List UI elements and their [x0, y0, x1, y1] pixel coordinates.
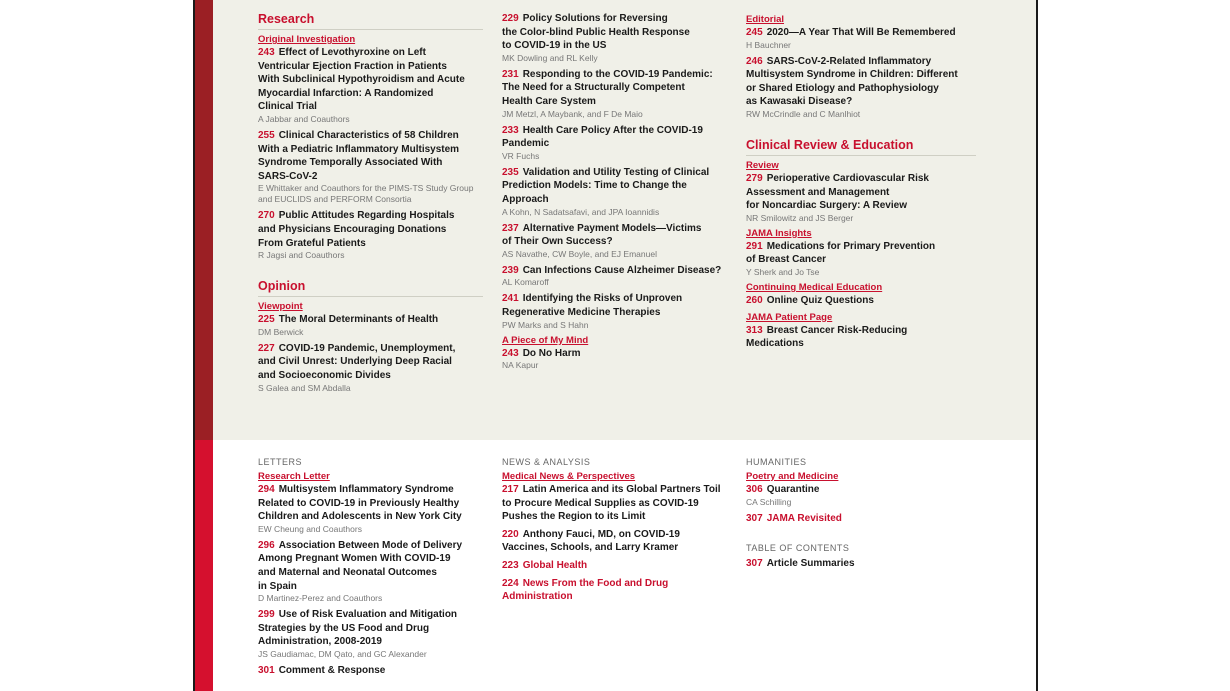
entry-authors: AS Navathe, CW Boyle, and EJ Emanuel [502, 248, 657, 259]
entry-title-text: Clinical Trial [258, 101, 317, 113]
entry-authors: CA Schilling [746, 496, 792, 507]
entry-title-text: Anthony Fauci, MD, on COVID-19 [522, 528, 680, 540]
toc-entry[interactable] [746, 26, 976, 51]
bottom-column-2 [502, 457, 732, 608]
toc-entry[interactable] [258, 539, 483, 604]
entry-title-text: Association Between Mode of Delivery [278, 539, 463, 551]
entry-title-line [746, 95, 976, 109]
entry-title-text: Pushes the Region to its Limit [502, 511, 646, 523]
entry-title-text: Policy Solutions for Reversing [522, 13, 668, 24]
page-number: 220 [502, 528, 519, 540]
toc-entry[interactable] [502, 347, 732, 372]
entry-authors: AL Komaroff [502, 277, 549, 288]
toc-entry[interactable] [746, 294, 976, 308]
entry-authors: PW Marks and S Hahn [502, 319, 589, 330]
subsection-heading: Continuing Medical Education [746, 281, 883, 293]
entry-authors: A Kohn, N Sadatsafavi, and JPA Ioannidis [502, 206, 660, 217]
entry-title-line [258, 156, 483, 170]
page-number: 235 [502, 166, 519, 178]
entry-authors: MK Dowling and RL Kelly [502, 52, 598, 63]
entry-title-text: JAMA Revisited [766, 512, 842, 524]
top-column-3 [746, 12, 976, 355]
entry-title-text: With a Pediatric Inflammatory Multisystem [258, 143, 460, 155]
entry-title-line [258, 635, 483, 649]
entry-title-text: Health Care System [502, 95, 596, 107]
entry-title-line [502, 528, 732, 542]
entry-title-line [746, 483, 976, 497]
entry-title-text: Syndrome Temporally Associated With [258, 157, 443, 169]
entry-title-line [502, 193, 732, 207]
accent-band-top [195, 0, 213, 440]
entry-title-text: Administration, 2008-2019 [258, 636, 382, 648]
section-spacer [746, 124, 976, 138]
entry-title-text: for Noncardiac Surgery: A Review [746, 200, 907, 212]
entry-authors: DM Berwick [258, 326, 304, 337]
entry-title-line [502, 497, 732, 511]
entry-authors: D Martinez-Perez and Coauthors [258, 593, 383, 604]
entry-title-text: Article Summaries [766, 558, 855, 570]
entry-title-text: Among Pregnant Women With COVID-19 [258, 553, 451, 565]
page-number: 225 [258, 314, 275, 326]
entry-title-line [746, 253, 976, 267]
page-number: 294 [258, 484, 275, 495]
toc-entry[interactable] [258, 664, 483, 678]
entry-title-text: COVID-19 Pandemic, Unemployment, [278, 342, 456, 354]
entry-title-line [746, 82, 976, 96]
page-number: 301 [258, 664, 275, 676]
entry-title-line [258, 664, 483, 678]
entry-title-line [502, 590, 732, 604]
entry-title-line [746, 324, 976, 338]
entry-title-line [746, 172, 976, 186]
entry-title-text: Multisystem Inflammatory Syndrome [278, 484, 454, 495]
entry-title-line [746, 337, 976, 351]
page-number: 241 [502, 293, 519, 305]
entry-title-line [258, 100, 483, 114]
section-heading: Clinical Review & Education [746, 138, 976, 156]
entry-title-line [502, 26, 732, 40]
toc-entry[interactable] [502, 264, 732, 289]
entry-title-text: Do No Harm [522, 347, 581, 359]
toc-entry[interactable] [258, 342, 483, 394]
entry-title-text: Validation and Utility Testing of Clinical [522, 166, 710, 178]
entry-title-line [746, 186, 976, 200]
page-number: 245 [746, 27, 763, 38]
entry-title-line [746, 55, 976, 69]
entry-title-line [258, 566, 483, 580]
entry-title-text: Children and Adolescents in New York City [258, 511, 462, 523]
toc-entry[interactable] [746, 240, 976, 278]
entry-title-line [502, 39, 732, 53]
entry-title-text: Assessment and Management [746, 186, 890, 198]
entry-title-line [258, 170, 483, 184]
entry-title-text: News From the Food and Drug [522, 577, 669, 589]
entry-title-line [258, 622, 483, 636]
entry-title-line [502, 166, 732, 180]
toc-entry[interactable] [502, 222, 732, 260]
entry-title-line [502, 235, 732, 249]
entry-title-text: Administration [502, 591, 573, 603]
toc-entry[interactable] [746, 172, 976, 224]
entry-title-line [258, 313, 483, 327]
toc-entry[interactable] [502, 68, 732, 120]
entry-title-text: to Procure Medical Supplies as COVID-19 [502, 497, 699, 509]
entry-title-text: Health Care Policy After the COVID-19 [522, 124, 703, 136]
entry-title-line [502, 306, 732, 320]
entry-title-line [502, 347, 732, 361]
entry-title-line [502, 81, 732, 95]
entry-title-line [258, 539, 483, 553]
entry-title-text: and Maternal and Neonatal Outcomes [258, 566, 437, 578]
page-number: 223 [502, 559, 519, 571]
entry-title-line [502, 577, 732, 591]
bottom-column-1 [258, 457, 483, 682]
entry-title-line [258, 73, 483, 87]
entry-title-line [746, 68, 976, 82]
entry-title-line [502, 12, 732, 26]
entry-authors: VR Fuchs [502, 150, 540, 161]
toc-entry[interactable] [502, 483, 732, 524]
entry-title-text: From Grateful Patients [258, 237, 366, 249]
caption-heading: NEWS & ANALYSIS [502, 457, 591, 467]
entry-authors: EW Cheung and Coauthors [258, 523, 362, 534]
entry-title-line [258, 60, 483, 74]
entry-title-text: of Their Own Success? [502, 236, 613, 248]
entry-title-line [502, 510, 732, 524]
subsection-heading: JAMA Patient Page [746, 311, 833, 323]
entry-title-text: Effect of Levothyroxine on Left [278, 47, 426, 58]
subsection-heading: Original Investigation [258, 34, 356, 45]
entry-title-text: Pandemic [502, 138, 550, 150]
section-spacer [258, 265, 483, 279]
entry-title-text: Online Quiz Questions [766, 294, 874, 306]
caption-heading: LETTERS [258, 457, 303, 467]
subsection-heading: Review [746, 159, 779, 171]
entry-title-text: The Moral Determinants of Health [278, 314, 439, 326]
top-column-1 [258, 12, 483, 398]
entry-title-text: Strategies by the US Food and Drug [258, 622, 430, 634]
toc-entry[interactable] [746, 557, 976, 571]
entry-title-line [746, 199, 976, 213]
toc-entry[interactable] [746, 512, 976, 526]
entry-title-text: Quarantine [766, 484, 820, 495]
toc-entry[interactable] [502, 559, 732, 573]
entry-title-line [502, 541, 732, 555]
page-number: 224 [502, 577, 519, 589]
entry-title-line [258, 129, 483, 143]
page-number: 237 [502, 222, 519, 234]
subsection-heading: A Piece of My Mind [502, 334, 589, 346]
entry-title-text: Medications for Primary Prevention [766, 240, 936, 252]
page-number: 233 [502, 124, 519, 136]
subsection-heading: Medical News & Perspectives [502, 471, 636, 482]
page-number: 291 [746, 240, 763, 252]
entry-title-text: Regenerative Medicine Therapies [502, 306, 661, 318]
entry-title-line [502, 68, 732, 82]
page-number: 296 [258, 539, 275, 551]
page-number: 307 [746, 512, 763, 524]
section-heading: Opinion [258, 279, 483, 297]
top-column-2 [502, 12, 732, 375]
section-spacer [746, 529, 976, 543]
entry-title-line [502, 179, 732, 193]
page-number: 313 [746, 324, 763, 336]
entry-title-line [746, 294, 976, 308]
caption-heading: TABLE OF CONTENTS [746, 543, 850, 554]
entry-authors: Y Sherk and Jo Tse [746, 266, 820, 277]
entry-title-line [258, 143, 483, 157]
entry-title-text: Ventricular Ejection Fraction in Patients [258, 60, 447, 72]
entry-title-text: Public Attitudes Regarding Hospitals [278, 210, 455, 222]
entry-authors: JS Gaudiamac, DM Qato, and GC Alexander [258, 648, 427, 659]
entry-title-text: Comment & Response [278, 664, 386, 676]
page-number: 239 [502, 264, 519, 276]
entry-title-text: the Color-blind Public Health Response [502, 26, 690, 38]
entry-title-text: Clinical Characteristics of 58 Children [278, 129, 459, 141]
entry-title-line [502, 222, 732, 236]
entry-title-text: Identifying the Risks of Unproven [522, 293, 683, 305]
toc-entry[interactable] [502, 12, 732, 64]
entry-title-line [258, 369, 483, 383]
entry-title-text: and Civil Unrest: Underlying Deep Racial [258, 356, 452, 368]
entry-title-line [258, 355, 483, 369]
entry-authors: H Bauchner [746, 39, 791, 50]
entry-title-line [258, 209, 483, 223]
page-number: 229 [502, 13, 519, 24]
entry-title-text: With Subclinical Hypothyroidism and Acute [258, 74, 465, 86]
entry-authors: R Jagsi and Coauthors [258, 250, 345, 261]
entry-title-text: of Breast Cancer [746, 254, 827, 266]
entry-title-text: Latin America and its Global Partners Toil [522, 484, 721, 495]
entry-title-text: and Socioeconomic Divides [258, 369, 391, 381]
toc-entry[interactable] [502, 166, 732, 218]
entry-authors: A Jabbar and Coauthors [258, 113, 350, 124]
page-number: 307 [746, 558, 763, 570]
entry-title-text: SARS-CoV-2-Related Inflammatory [766, 55, 932, 67]
entry-title-text: The Need for a Structurally Competent [502, 82, 685, 94]
caption-heading: HUMANITIES [746, 457, 807, 467]
entry-title-text: Responding to the COVID-19 Pandemic: [522, 68, 713, 80]
entry-title-text: SARS-CoV-2 [258, 170, 318, 182]
entry-title-text: Breast Cancer Risk-Reducing [766, 324, 908, 336]
entry-title-text: to COVID-19 in the US [502, 40, 607, 52]
entry-title-line [502, 137, 732, 151]
page-number: 299 [258, 609, 275, 621]
page-number: 227 [258, 342, 275, 354]
entry-title-text: or Shared Etiology and Pathophysiology [746, 82, 939, 94]
entry-title-text: Medications [746, 338, 804, 350]
page-number: 255 [258, 129, 275, 141]
accent-band-bottom [195, 440, 213, 691]
toc-entry[interactable] [258, 483, 483, 535]
entry-title-line [502, 264, 732, 278]
toc-entry[interactable] [258, 209, 483, 261]
entry-title-text: Approach [502, 193, 549, 205]
entry-title-line [502, 124, 732, 138]
toc-entry[interactable] [502, 124, 732, 162]
page-number: 279 [746, 172, 763, 184]
entry-authors: JM Metzl, A Maybank, and F De Maio [502, 108, 643, 119]
entry-title-text: Related to COVID-19 in Previously Healthy [258, 497, 460, 509]
toc-entry[interactable] [258, 129, 483, 205]
entry-authors: NR Smilowitz and JS Berger [746, 212, 854, 223]
page-number: 231 [502, 68, 519, 80]
entry-title-text: 2020—A Year That Will Be Remembered [766, 27, 956, 38]
entry-title-line [502, 483, 732, 497]
entry-title-text: Vaccines, Schools, and Larry Kramer [502, 542, 679, 554]
entry-title-line [258, 497, 483, 511]
toc-entry[interactable] [746, 55, 976, 120]
page-number: 243 [258, 47, 275, 58]
entry-title-text: Prediction Models: Time to Change the [502, 180, 687, 192]
entry-title-line [502, 559, 732, 573]
entry-title-text: and Physicians Encouraging Donations [258, 223, 447, 235]
entry-title-line [258, 552, 483, 566]
entry-title-line [258, 237, 483, 251]
toc-entry[interactable] [258, 313, 483, 338]
entry-title-text: Perioperative Cardiovascular Risk [766, 172, 929, 184]
toc-entry[interactable] [502, 292, 732, 330]
entry-title-line [502, 292, 732, 306]
entry-authors: NA Kapur [502, 360, 539, 371]
subsection-heading: Research Letter [258, 471, 330, 482]
page-number: 270 [258, 210, 275, 222]
entry-title-line [258, 223, 483, 237]
entry-title-text: Can Infections Cause Alzheimer Disease? [522, 264, 722, 276]
entry-title-line [746, 240, 976, 254]
entry-title-line [258, 46, 483, 60]
entry-title-text: Global Health [522, 559, 588, 571]
section-heading: Research [258, 12, 483, 30]
entry-title-text: as Kawasaki Disease? [746, 96, 853, 108]
entry-title-line [258, 580, 483, 594]
entry-title-text: Multisystem Syndrome in Children: Different [746, 69, 958, 81]
entry-title-line [258, 87, 483, 101]
toc-page [193, 0, 1038, 691]
entry-title-line [746, 26, 976, 40]
page-number: 246 [746, 55, 763, 67]
toc-entry[interactable] [502, 528, 732, 555]
entry-title-line [258, 510, 483, 524]
subsection-heading: Editorial [746, 14, 785, 25]
entry-title-text: Use of Risk Evaluation and Mitigation [278, 609, 458, 621]
entry-title-line [258, 342, 483, 356]
subsection-heading: Poetry and Medicine [746, 471, 839, 482]
entry-authors: E Whittaker and Coauthors for the PIMS-TS Study Group and EUCLIDS and PERFORM Consortia [258, 183, 474, 205]
entry-title-text: in Spain [258, 580, 297, 592]
toc-entry[interactable] [502, 577, 732, 604]
entry-title-line [258, 483, 483, 497]
entry-title-line [258, 608, 483, 622]
toc-entry[interactable] [258, 46, 483, 125]
entry-title-line [746, 557, 976, 571]
entry-title-line [502, 95, 732, 109]
entry-authors: S Galea and SM Abdalla [258, 382, 351, 393]
page-number: 306 [746, 484, 763, 495]
subsection-heading: JAMA Insights [746, 227, 812, 239]
page-number: 243 [502, 347, 519, 359]
entry-title-line [746, 512, 976, 526]
toc-entry[interactable] [746, 324, 976, 351]
entry-title-text: Alternative Payment Models—Victims [522, 222, 702, 234]
entry-title-text: Myocardial Infarction: A Randomized [258, 87, 434, 99]
page-number: 217 [502, 484, 519, 495]
bottom-column-3 [746, 457, 976, 575]
subsection-heading: Viewpoint [258, 301, 303, 313]
entry-authors: RW McCrindle and C Manlhiot [746, 108, 861, 119]
toc-entry[interactable] [746, 483, 976, 508]
page-number: 260 [746, 294, 763, 306]
toc-entry[interactable] [258, 608, 483, 660]
